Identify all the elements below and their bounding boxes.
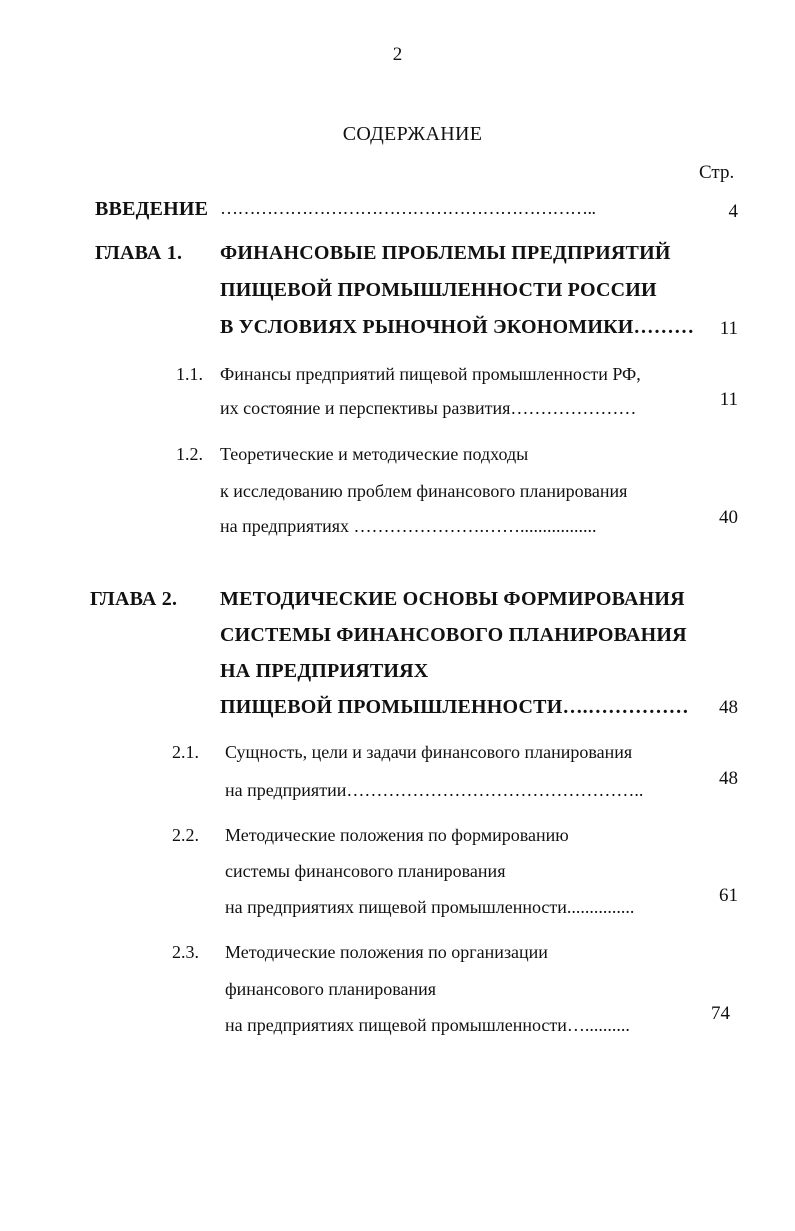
chapter-1-title-line: В УСЛОВИЯХ РЫНОЧНОЙ ЭКОНОМИКИ……… (220, 316, 695, 338)
toc-title: СОДЕРЖАНИЕ (342, 123, 483, 145)
section-1-1-line: Финансы предприятий пищевой промышленности РФ, (220, 364, 641, 384)
section-2-2-line: системы финансового планирования (225, 861, 506, 881)
chapter-1-page: 11 (719, 318, 738, 339)
section-2-3-page: 74 (711, 1003, 730, 1024)
intro-leader: ……………………………………………………….. (220, 198, 596, 218)
page-number: 2 (392, 44, 403, 65)
section-1-2-number: 1.2. (176, 444, 203, 464)
section-1-1-number: 1.1. (176, 364, 203, 384)
chapter-1-title-line: ФИНАНСОВЫЕ ПРОБЛЕМЫ ПРЕДПРИЯТИЙ (220, 242, 671, 264)
section-1-2-line: Теоретические и методические подходы (220, 444, 529, 464)
section-2-3-line: финансового планирования (225, 979, 437, 999)
pages-column-header: Стр. (699, 162, 735, 183)
chapter-1-title-line: ПИЩЕВОЙ ПРОМЫШЛЕННОСТИ РОССИИ (220, 279, 657, 301)
chapter-2-page: 48 (719, 697, 738, 718)
chapter-2-title-line: ПИЩЕВОЙ ПРОМЫШЛЕННОСТИ….…………… (220, 696, 689, 718)
chapter-2-title-line: НА ПРЕДПРИЯТИЯХ (220, 660, 429, 682)
section-2-2-line: на предприятиях пищевой промышленности............... (225, 897, 635, 917)
section-2-1-number: 2.1. (172, 742, 199, 762)
section-1-2-page: 40 (719, 507, 738, 528)
intro-page: 4 (728, 201, 738, 222)
section-2-2-page: 61 (719, 885, 738, 906)
section-2-3-line: Методические положения по организации (225, 942, 548, 962)
section-1-1-page: 11 (719, 389, 738, 410)
section-2-2-line: Методические положения по формированию (225, 825, 569, 845)
section-2-3-number: 2.3. (172, 942, 199, 962)
intro-label: ВВЕДЕНИЕ (95, 198, 209, 220)
chapter-2-title-line: МЕТОДИЧЕСКИЕ ОСНОВЫ ФОРМИРОВАНИЯ (220, 588, 685, 610)
chapter-1-label: ГЛАВА 1. (95, 242, 183, 264)
section-2-3-line: на предприятиях пищевой промышленности….......... (225, 1015, 630, 1035)
chapter-2-label: ГЛАВА 2. (90, 588, 178, 610)
section-1-1-line: их состояние и перспективы развития………………… (220, 398, 637, 418)
chapter-2-title-line: СИСТЕМЫ ФИНАНСОВОГО ПЛАНИРОВАНИЯ (220, 624, 687, 646)
section-2-1-line: Сущность, цели и задачи финансового планирования (225, 742, 633, 762)
section-2-1-page: 48 (719, 768, 738, 789)
section-1-2-line: на предприятиях ………………….……................. (220, 516, 597, 536)
section-2-1-line: на предприятии………………………………………….. (225, 780, 644, 800)
section-1-2-line: к исследованию проблем финансового планирования (220, 481, 628, 501)
section-2-2-number: 2.2. (172, 825, 199, 845)
